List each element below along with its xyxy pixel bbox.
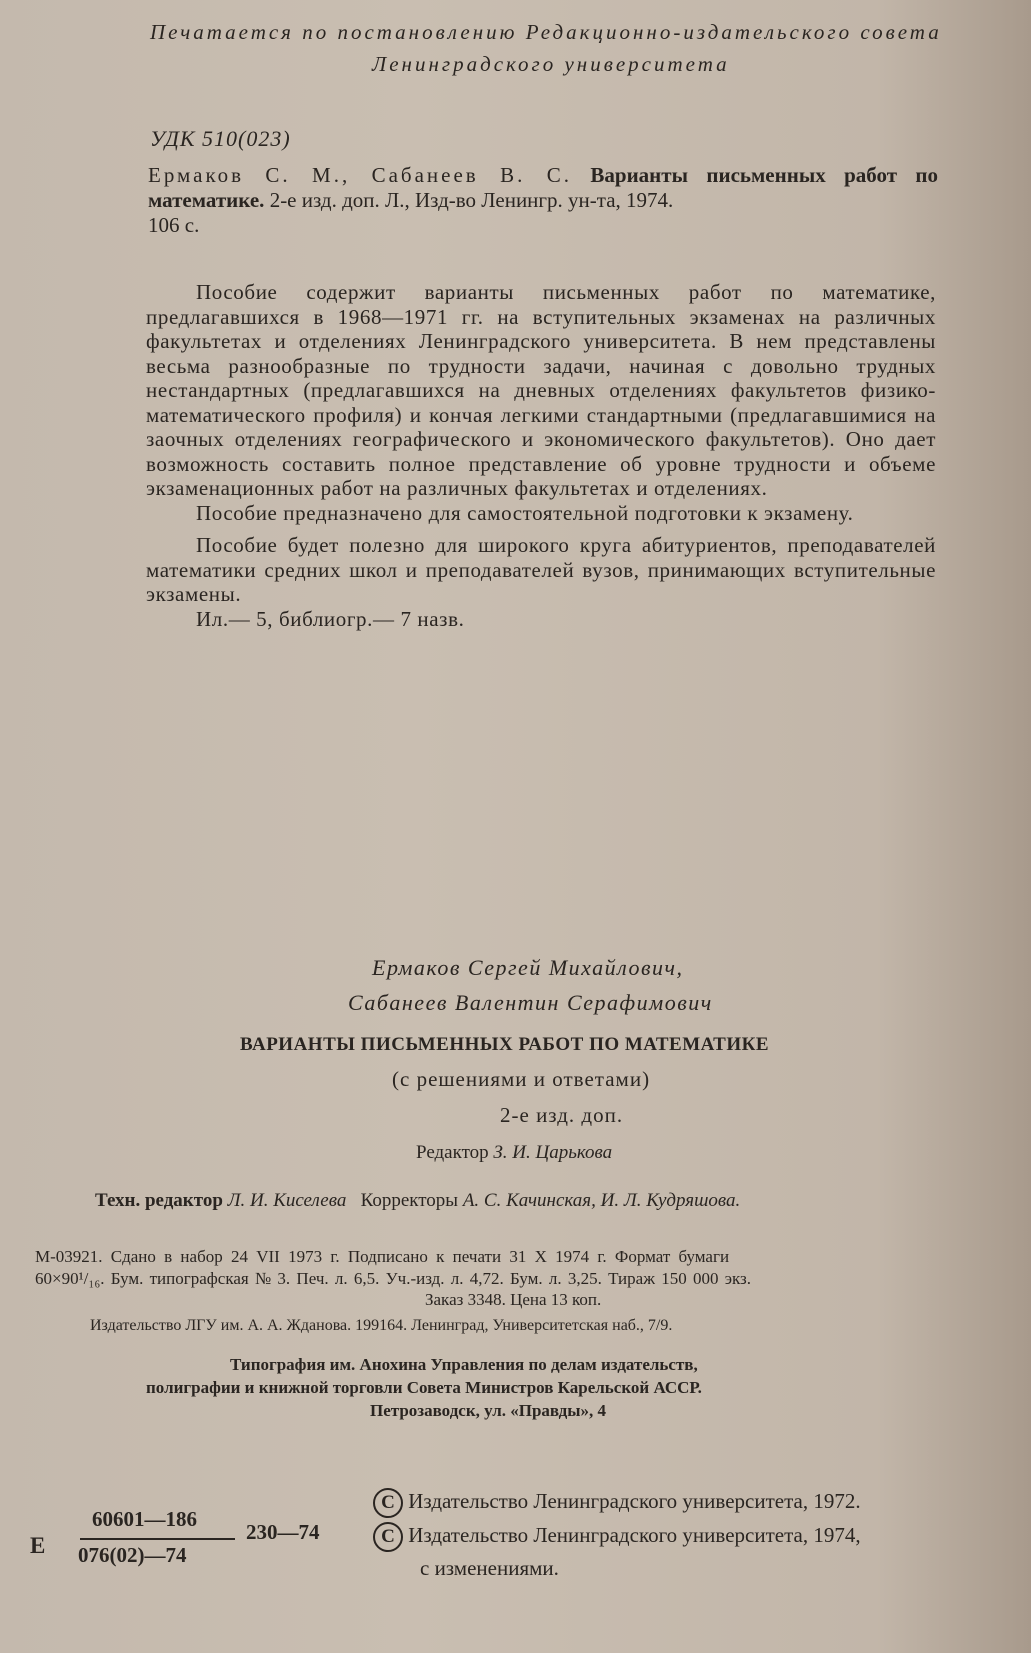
print-line-1: М-03921. Сдано в набор 24 VII 1973 г. Подписано к печати 31 X 1974 г. Формат бумаги (35, 1247, 730, 1266)
publisher-address: Издательство ЛГУ им. А. А. Жданова. 199164. Ленинград, Университетская наб., 7/9. (90, 1317, 673, 1334)
header-line-1: Печатается по постановлению Редакционно-издательского совета (150, 20, 942, 44)
colophon-edition: 2-е изд. доп. (500, 1103, 624, 1127)
index-numerator: 60601—186 (92, 1507, 197, 1531)
abstract-paragraph-2: Пособие предназначено для самостоятельной подготовки к экзамену. (196, 500, 854, 525)
editor-label: Редактор (416, 1142, 489, 1163)
abstract (146, 280, 936, 631)
colophon-author-1: Ермаков Сергей Михайлович, (372, 955, 684, 980)
index-denominator: 076(02)—74 (78, 1543, 187, 1567)
abstract-illustrations: Ил.— 5, библиогр.— 7 назв. (196, 606, 465, 631)
header-line-2: Ленинградского университета (372, 52, 730, 76)
copyright-1972 (373, 1488, 861, 1518)
correctors-names: А. С. Качинская, И. Л. Кудряшова. (462, 1190, 741, 1211)
abstract-paragraph-3: Пособие будет полезно для широкого круга абитуриентов, преподавателей математики средних школ и преподавателей вузов, принимающих вступительные экзамены. (146, 533, 936, 606)
fraction-line (80, 1538, 235, 1540)
tech-editor-line (95, 1190, 740, 1212)
index-code: 230—74 (246, 1520, 320, 1544)
abstract-paragraph-1: Пособие содержит варианты письменных работ по математике, предлагавшихся в 1968—1971 гг. на вступительных экзаменах на различных факультетах и отделениях Ленинградского университета. В нем представлены весьма разнообразные по трудности задачи, начиная с довольно трудных нестандартных (предлагавшихся на дневных отделениях факультетов физико-математического профиля) и кончая легкими стандартными (предлагавшимися на заочных отделениях географического и экономического факультетов). Оно дает возможность составить полное представление об уровне трудности и объеме экзаменационных работ на различных факультетах и отделениях. (146, 280, 936, 500)
tech-editor-name: Л. И. Киселева (227, 1190, 347, 1211)
biblio-year: 1974. (626, 188, 674, 212)
print-line-2: 60×90¹/₁₆. Бум. типографская № 3. Печ. л. 6,5. Уч.-изд. л. 4,72. Бум. л. 3,25. Тираж 150 000 экз. (35, 1269, 751, 1288)
biblio-publisher: 2-е изд. доп. Л., Изд-во Ленингр. ун-та, (269, 188, 621, 212)
copyright-1974 (373, 1522, 861, 1552)
copyright-icon: С (373, 1488, 403, 1518)
copyright-icon: С (373, 1522, 403, 1552)
colophon-subtitle: (с решениями и ответами) (392, 1067, 651, 1091)
printing-house-address: Петрозаводск, ул. «Правды», 4 (370, 1401, 607, 1420)
colophon-author-2: Сабанеев Валентин Серафимович (348, 990, 713, 1015)
colophon-title: ВАРИАНТЫ ПИСЬМЕННЫХ РАБОТ ПО МАТЕМАТИКЕ (240, 1034, 770, 1055)
udk-code: УДК 510(023) (150, 126, 291, 151)
copyright-1974-text: Издательство Ленинградского университета, 1974, (408, 1522, 861, 1547)
print-line-3: Заказ 3348. Цена 13 коп. (425, 1290, 602, 1309)
biblio-authors: Ермаков С. М., Сабанеев В. С. (148, 163, 572, 187)
biblio-pages: 106 с. (148, 213, 200, 237)
editor-name: З. И. Царькова (493, 1142, 613, 1163)
tech-editor-label: Техн. редактор (95, 1190, 223, 1211)
copyright-note: с изменениями. (420, 1556, 559, 1580)
correctors-label: Корректоры (360, 1190, 459, 1211)
printing-house-line-2: полиграфии и книжной торговли Совета Министров Карельской АССР. (146, 1378, 702, 1397)
copyright-1972-text: Издательство Ленинградского университета, 1972. (408, 1488, 861, 1513)
index-letter: Е (30, 1533, 46, 1558)
editor-line (416, 1142, 612, 1164)
printing-house-line-1: Типография им. Анохина Управления по делам издательств, (230, 1355, 698, 1374)
biblio-title: Варианты письменных работ по математике. (148, 163, 939, 212)
bibliographic-record (148, 163, 938, 238)
